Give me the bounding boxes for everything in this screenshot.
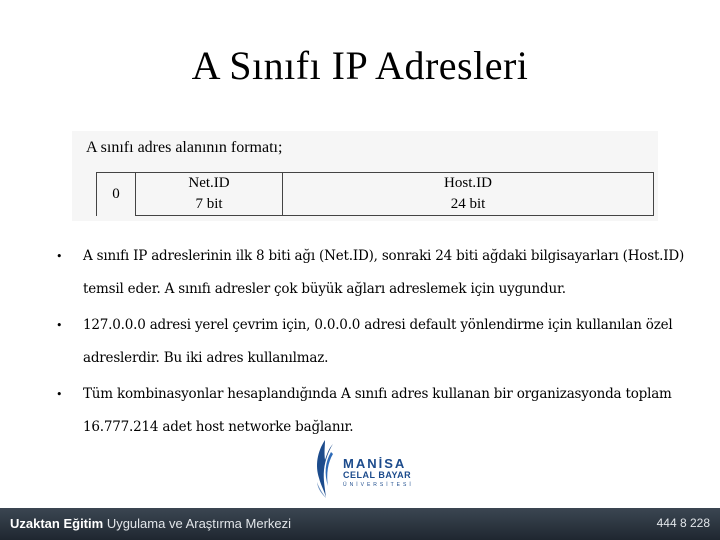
footer-bar	[0, 508, 720, 540]
address-format-table	[96, 172, 654, 216]
leading-bit-cell: 0	[97, 173, 136, 216]
figure-caption: A sınıfı adres alanının formatı;	[86, 139, 283, 156]
footer-brand	[10, 516, 291, 531]
bullet-item	[52, 240, 692, 306]
footer-brand-bold: Uzaktan Eğitim	[10, 516, 104, 531]
bullet-text: A sınıfı IP adreslerinin ilk 8 biti ağı (Net.ID), sonraki 24 biti ağdaki bilgisayarları (Host.ID) temsil eder. A sınıfı adresler çok büyük ağları adreslemek için uygundur.	[83, 248, 685, 297]
bullet-dot-icon: •	[56, 250, 63, 263]
address-format-figure	[72, 131, 658, 221]
university-name-line1: MANİSA	[343, 456, 407, 471]
footer-brand-rest: Uygulama ve Araştırma Merkezi	[106, 516, 292, 531]
hostid-label-cell: Host.ID	[283, 173, 654, 195]
university-logo	[296, 438, 426, 500]
bullet-list	[52, 240, 692, 447]
netid-bits-cell: 7 bit	[136, 194, 283, 216]
footer-phone: 444 8 228	[656, 516, 710, 530]
bullet-text: Tüm kombinasyonlar hesaplandığında A sınıfı adres kullanan bir organizasyonda toplam 16.777.214 adet host networke bağlanır.	[83, 386, 672, 435]
bullet-item	[52, 378, 692, 444]
tulip-emblem-icon	[311, 438, 341, 500]
bullet-text: 127.0.0.0 adresi yerel çevrim için, 0.0.0.0 adresi default yönlendirme için kullanılan özel adreslerdir. Bu iki adres kullanılmaz.	[83, 317, 673, 366]
hostid-bits-cell: 24 bit	[283, 194, 654, 216]
bullet-dot-icon: •	[56, 319, 63, 332]
university-name-line3: ÜNİVERSİTESİ	[343, 482, 414, 488]
university-name	[343, 456, 414, 488]
netid-label-cell: Net.ID	[136, 173, 283, 195]
bullet-dot-icon: •	[56, 388, 63, 401]
university-name-line2: CELAL BAYAR	[343, 470, 412, 480]
slide-title: A Sınıfı IP Adresleri	[191, 43, 529, 88]
bullet-item	[52, 309, 692, 375]
